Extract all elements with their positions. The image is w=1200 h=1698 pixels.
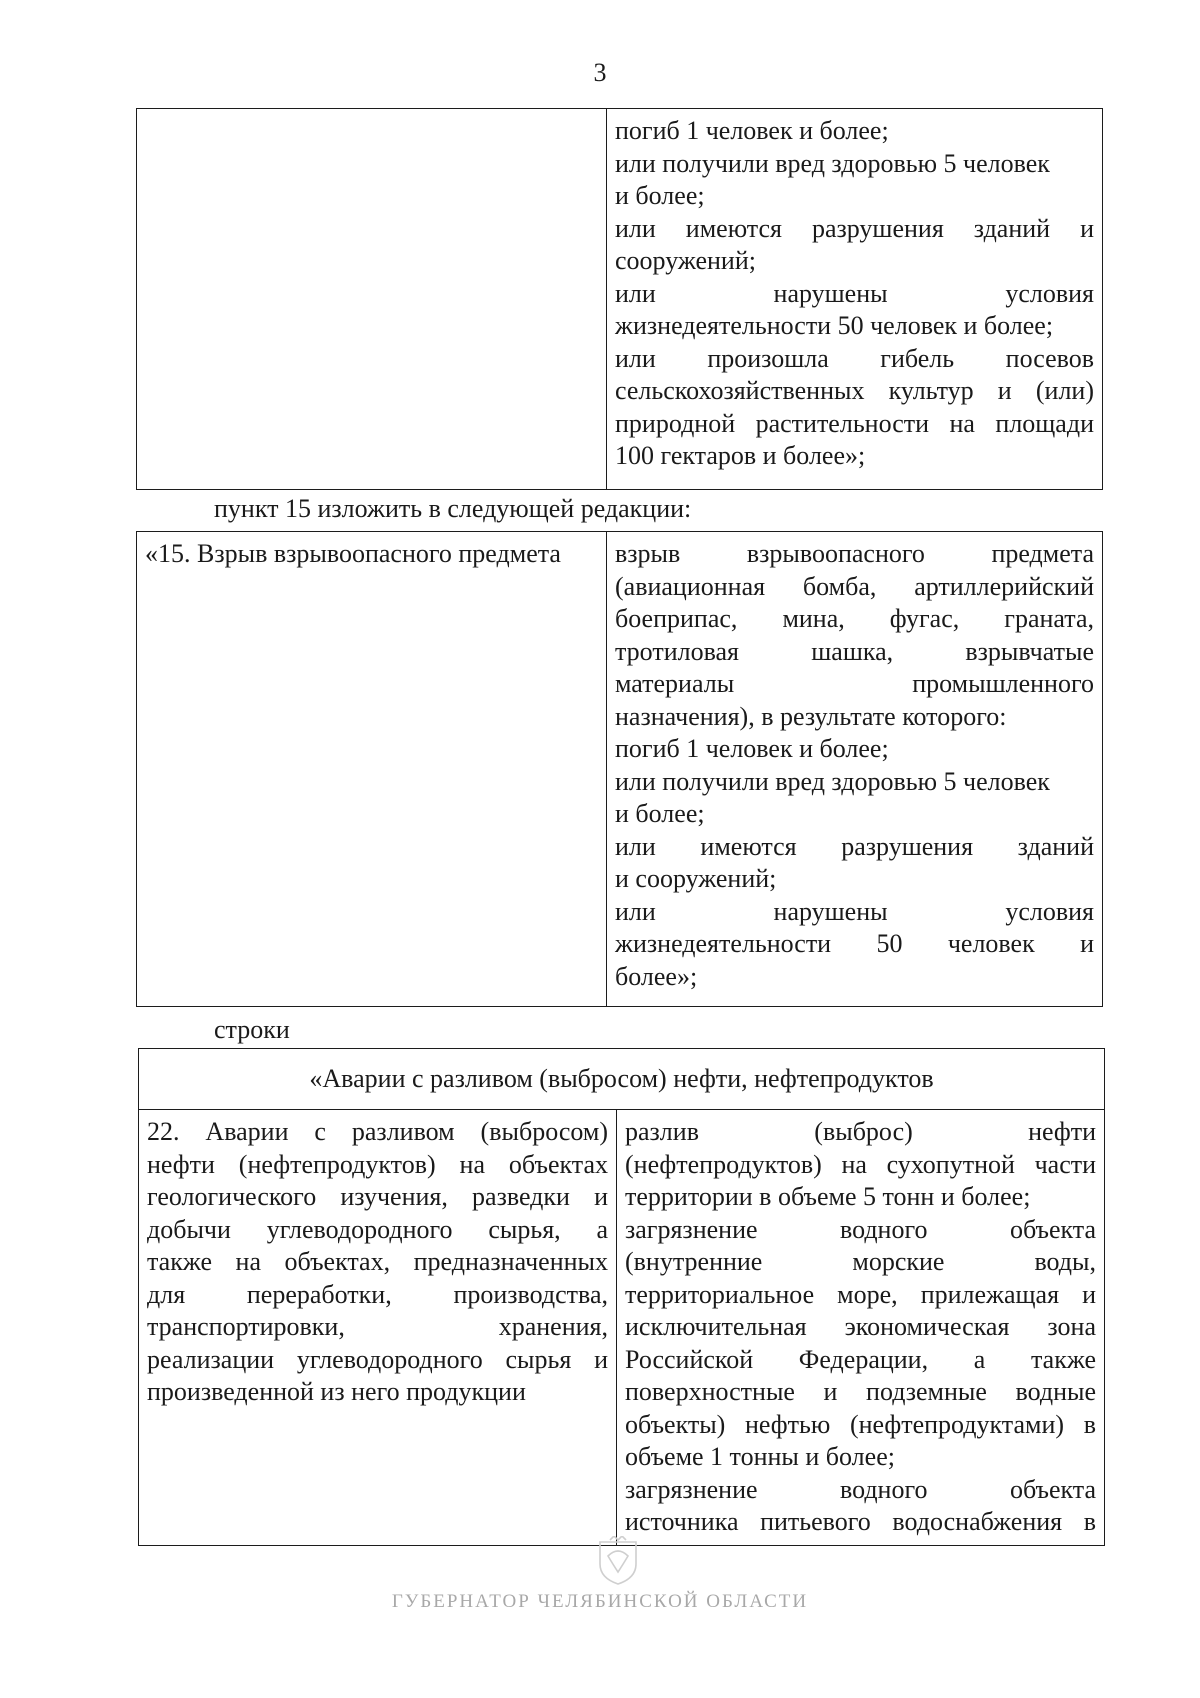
text-line: территории в объеме 5 тонн и более; [625, 1182, 1031, 1211]
text-line: (внутренние морские воды, [625, 1247, 1097, 1276]
text-line: транспортировки, хранения, [147, 1312, 608, 1341]
text-line: объеме 1 тонны и более; [625, 1442, 895, 1471]
text-line: источника питьевого водоснабжения в [625, 1507, 1097, 1536]
text-line: или получили вред здоровью 5 человек [615, 766, 1050, 796]
table-cell-event-name [139, 1110, 617, 1546]
text-line: и более; [615, 799, 705, 828]
table-item-15 [136, 531, 1103, 1007]
text-line: или произошла гибель посевов [615, 343, 1094, 373]
table-cell-criteria [617, 1110, 1105, 1546]
text-line: более»; [615, 961, 698, 991]
text-line: разлив (выброс) нефти [625, 1117, 1097, 1146]
text-line: территориальное море, прилежащая и [625, 1279, 1097, 1309]
text-line: жизнедеятельности 50 человек и [615, 929, 1094, 958]
text-line: тротиловая шашка, взрывчатые [615, 636, 1094, 666]
text-line: взрыв взрывоопасного предмета [615, 539, 1094, 568]
text-line: или имеются разрушения зданий и [615, 213, 1094, 243]
page-number: 3 [593, 58, 607, 87]
text-line: боеприпас, мина, фугас, граната, [615, 604, 1094, 633]
table-criteria-continuation [136, 108, 1103, 490]
table-row [139, 1110, 1105, 1546]
text-line: объекты) нефтью (нефтепродуктами) в [625, 1409, 1097, 1439]
table-cell-criteria [607, 532, 1103, 1007]
text-line: погиб 1 человек и более; [615, 734, 889, 763]
text-line: природной растительности на площади [615, 408, 1094, 438]
text-line: произведенной из него продукции [147, 1377, 526, 1406]
text-line: 22. Аварии с разливом (выбросом) [147, 1117, 608, 1146]
text-line: 100 гектаров и более»; [615, 441, 866, 470]
text-line: также на объектах, предназначенных [147, 1247, 608, 1276]
text-line: добычи углеводородного сырья, а [147, 1214, 608, 1244]
table-row [137, 109, 1103, 490]
text-line: материалы промышленного [615, 669, 1094, 698]
table-cell-criteria [607, 109, 1103, 490]
paragraph-punkt-15: пункт 15 изложить в следующей редакции: [214, 494, 692, 523]
table-cell-empty [137, 109, 607, 490]
table-oil-spill [138, 1048, 1105, 1546]
text-line: и сооружений; [615, 864, 777, 893]
text-line: или нарушены условия [615, 278, 1094, 308]
text-line: для переработки, производства, [147, 1279, 608, 1309]
paragraph-stroki: строки [214, 1015, 290, 1044]
table-row [137, 532, 1103, 1007]
text-line: сооружений; [615, 246, 756, 275]
text-line: жизнедеятельности 50 человек и более; [615, 311, 1054, 340]
coat-of-arms-emblem-icon [590, 1536, 646, 1586]
text-line: назначения), в результате которого: [615, 701, 1007, 731]
section-title: «Аварии с разливом (выбросом) нефти, нефтепродуктов [309, 1063, 934, 1093]
table-cell-event-name [137, 532, 607, 1007]
text-line: погиб 1 человек и более; [615, 116, 889, 145]
text-line: геологического изучения, разведки и [147, 1182, 608, 1211]
text-line: или имеются разрушения зданий [615, 831, 1094, 861]
text-line: поверхностные и подземные водные [625, 1377, 1097, 1406]
table-section-header [139, 1049, 1105, 1110]
text-line: нефти (нефтепродуктов) на объектах [147, 1149, 608, 1179]
text-line: исключительная экономическая зона [625, 1312, 1097, 1341]
text-line: сельскохозяйственных культур и (или) [615, 376, 1094, 405]
text-line: загрязнение водного объекта [625, 1214, 1097, 1244]
text-line: или получили вред здоровью 5 человек [615, 148, 1050, 178]
text-line: и более; [615, 181, 705, 210]
text-line: реализации углеводородного сырья и [147, 1344, 608, 1374]
text-line: (авиационная бомба, артиллерийский [615, 571, 1094, 601]
watermark-governor: ГУБЕРНАТОР ЧЕЛЯБИНСКОЙ ОБЛАСТИ [391, 1591, 809, 1612]
text-line: «15. Взрыв взрывоопасного предмета [145, 539, 561, 568]
text-line: или нарушены условия [615, 896, 1094, 926]
text-line: (нефтепродуктов) на сухопутной части [625, 1149, 1097, 1179]
text-line: загрязнение водного объекта [625, 1474, 1097, 1504]
text-line: Российской Федерации, а также [625, 1344, 1097, 1374]
table-header-row [139, 1049, 1105, 1110]
